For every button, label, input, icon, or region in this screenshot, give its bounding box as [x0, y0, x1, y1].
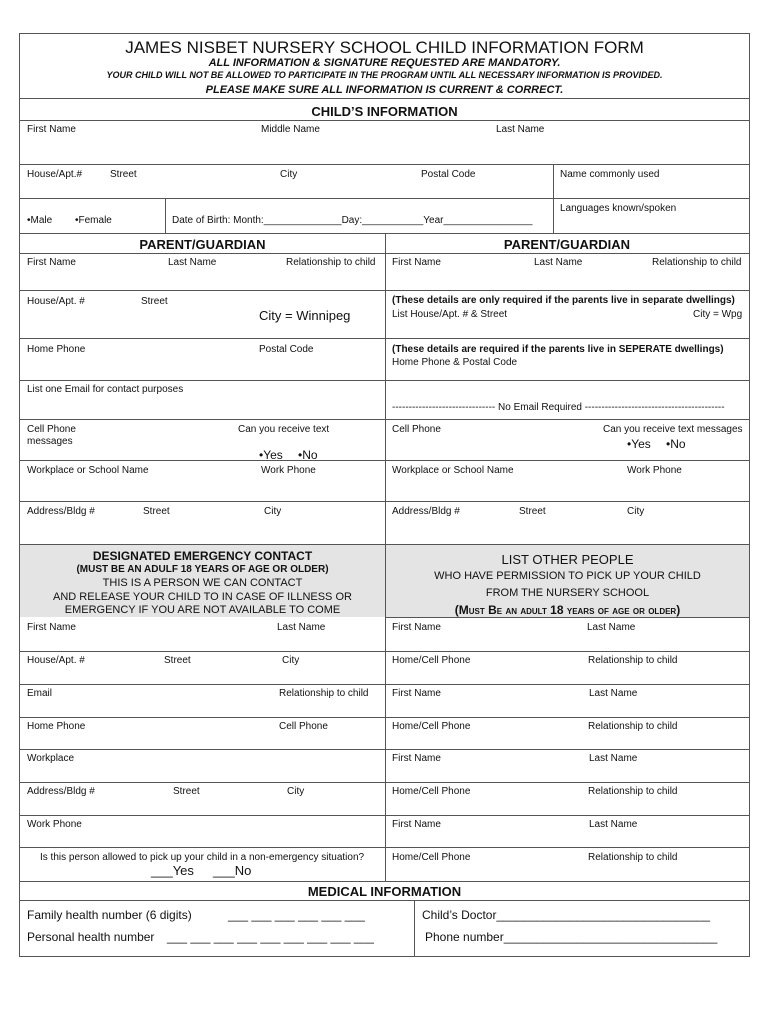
- pickup-line-1: WHO HAVE PERMISSION TO PICK UP YOUR CHILD: [434, 570, 701, 582]
- parent-heading-right: PARENT/GUARDIAN: [503, 237, 631, 252]
- child-house-label: House/Apt.#: [27, 169, 83, 180]
- parent1-home-phone-label: Home Phone: [27, 344, 86, 355]
- personal-health-number-field[interactable]: ___ ___ ___ ___ ___ ___ ___ ___ ___: [167, 930, 374, 944]
- pickup2-relationship-label: Relationship to child: [588, 721, 678, 732]
- emergency-pickup-question: Is this person allowed to pick up your child in a non-emergency situation?: [40, 852, 365, 863]
- parent2-work-phone-label: Work Phone: [627, 465, 682, 476]
- parent1-first-name-label: First Name: [27, 257, 76, 268]
- emergency-work-phone-label: Work Phone: [27, 819, 82, 830]
- form-title: JAMES NISBET NURSERY SCHOOL CHILD INFORMATION FORM: [125, 38, 644, 57]
- emergency-cell-phone-label: Cell Phone: [279, 721, 328, 732]
- personal-health-number-label: Personal health number: [27, 930, 155, 944]
- pickup1-first-name-label: First Name: [392, 622, 441, 633]
- parent1-address-city-label: City: [264, 506, 282, 517]
- medical-heading: MEDICAL INFORMATION: [307, 884, 462, 899]
- family-health-number-field[interactable]: ___ ___ ___ ___ ___ ___: [228, 908, 365, 922]
- child-common-name-label: Name commonly used: [560, 169, 660, 180]
- parent1-city-value: City = Winnipeg: [259, 308, 351, 323]
- emergency-line-3: AND RELEASE YOUR CHILD TO IN CASE OF ILLNESS OR: [53, 591, 352, 603]
- emergency-pickup-no[interactable]: ___No: [213, 863, 252, 878]
- emergency-home-phone-label: Home Phone: [27, 721, 86, 732]
- parent2-cell-label: Cell Phone: [392, 424, 441, 435]
- parent1-last-name-label: Last Name: [168, 257, 217, 268]
- male-option[interactable]: • Male: [27, 215, 52, 226]
- child-street-label: Street: [110, 169, 137, 180]
- pickup2-last-name-label: Last Name: [589, 688, 638, 699]
- pickup-heading: LIST OTHER PEOPLE: [501, 552, 634, 567]
- parent1-receive-text-label: Can you receive text: [238, 424, 330, 435]
- parent1-address-label: Address/Bldg #: [27, 506, 95, 517]
- pickup2-phone-label: Home/Cell Phone: [392, 721, 471, 732]
- parent-heading-left: PARENT/GUARDIAN: [139, 237, 266, 252]
- parent1-yes-option[interactable]: • Yes: [259, 448, 283, 462]
- separate-dwellings-note: (These details are only required if the parents live in separate dwellings): [392, 295, 735, 306]
- pickup2-first-name-label: First Name: [392, 688, 441, 699]
- parent2-yes-option[interactable]: • Yes: [627, 437, 651, 451]
- emergency-line-4: EMERGENCY IF YOU ARE NOT AVAILABLE TO COME: [64, 604, 341, 616]
- separate-dwellings-note-2: (These details are required if the parents live in SEPERATE dwellings): [392, 344, 724, 355]
- emergency-relationship-label: Relationship to child: [279, 688, 369, 699]
- parent2-address-label: Address/Bldg #: [392, 506, 460, 517]
- parent1-house-label: House/Apt. #: [27, 296, 85, 307]
- languages-label: Languages known/spoken: [560, 203, 677, 214]
- pickup1-phone-label: Home/Cell Phone: [392, 655, 471, 666]
- child-information-form: [19, 33, 750, 957]
- emergency-email-label: Email: [27, 688, 53, 699]
- emergency-pickup-yes[interactable]: ___Yes: [151, 863, 194, 878]
- emergency-address-city-label: City: [287, 786, 305, 797]
- parent2-receive-text-label: Can you receive text messages: [603, 424, 743, 435]
- doctor-phone-field[interactable]: Phone number________________________________: [425, 930, 718, 944]
- emergency-first-name-label: First Name: [27, 622, 76, 633]
- pickup3-first-name-label: First Name: [392, 753, 441, 764]
- pickup4-relationship-label: Relationship to child: [588, 852, 678, 863]
- pickup-line-2: FROM THE NURSERY SCHOOL: [485, 587, 650, 599]
- no-email-required: ------------------------------- No Email Required ------------------------------------------: [392, 402, 725, 413]
- parent2-first-name-label: First Name: [392, 257, 441, 268]
- parent1-workplace-label: Workplace or School Name: [27, 465, 149, 476]
- date-of-birth-field[interactable]: Date of Birth: Month:______________Day:___________Year________________: [172, 215, 533, 226]
- pickup4-last-name-label: Last Name: [589, 819, 638, 830]
- parent2-workplace-label: Workplace or School Name: [392, 465, 514, 476]
- child-section-heading: CHILD’S INFORMATION: [311, 104, 458, 119]
- parent1-work-phone-label: Work Phone: [261, 465, 316, 476]
- pickup1-last-name-label: Last Name: [587, 622, 636, 633]
- pickup-age-note: (Must Be an adult 18 years of age or older): [454, 603, 681, 617]
- emergency-street-label: Street: [164, 655, 191, 666]
- mandatory-notice: ALL INFORMATION & SIGNATURE REQUESTED ARE MANDATORY.: [208, 57, 561, 69]
- childs-doctor-field[interactable]: Child’s Doctor________________________________: [422, 908, 711, 922]
- parent1-cell-label: Cell Phone: [27, 424, 76, 435]
- child-city-label: City: [280, 169, 298, 180]
- parent1-address-street-label: Street: [143, 506, 170, 517]
- emergency-city-label: City: [282, 655, 300, 666]
- pickup3-relationship-label: Relationship to child: [588, 786, 678, 797]
- family-health-number-label: Family health number (6 digits): [27, 908, 192, 922]
- emergency-last-name-label: Last Name: [277, 622, 326, 633]
- parent2-city-value: City = Wpg: [693, 309, 743, 320]
- parent1-street-label: Street: [141, 296, 168, 307]
- emergency-workplace-label: Workplace: [27, 753, 75, 764]
- current-notice: PLEASE MAKE SURE ALL INFORMATION IS CURRENT & CORRECT.: [205, 84, 564, 96]
- parent2-no-option[interactable]: • No: [666, 437, 686, 451]
- emergency-house-label: House/Apt. #: [27, 655, 85, 666]
- parent2-relationship-label: Relationship to child: [652, 257, 742, 268]
- emergency-age-note: (MUST BE AN ADULF 18 YEARS OF AGE OR OLDER): [76, 564, 329, 575]
- pickup4-first-name-label: First Name: [392, 819, 441, 830]
- participation-notice: YOUR CHILD WILL NOT BE ALLOWED TO PARTICIPATE IN THE PROGRAM UNTIL ALL NECESSARY INFORMATION IS PROVIDED.: [106, 70, 663, 80]
- emergency-address-label: Address/Bldg #: [27, 786, 95, 797]
- parent1-postal-label: Postal Code: [259, 344, 314, 355]
- child-last-name-label: Last Name: [496, 124, 545, 135]
- parent2-last-name-label: Last Name: [534, 257, 583, 268]
- pickup3-phone-label: Home/Cell Phone: [392, 786, 471, 797]
- female-option[interactable]: • Female: [75, 215, 112, 226]
- child-middle-name-label: Middle Name: [261, 124, 320, 135]
- parent1-relationship-label: Relationship to child: [286, 257, 376, 268]
- pickup1-relationship-label: Relationship to child: [588, 655, 678, 666]
- child-first-name-label: First Name: [27, 124, 76, 135]
- child-postal-label: Postal Code: [421, 169, 476, 180]
- pickup4-phone-label: Home/Cell Phone: [392, 852, 471, 863]
- parent2-address-city-label: City: [627, 506, 645, 517]
- emergency-heading: DESIGNATED EMERGENCY CONTACT: [92, 549, 313, 563]
- pickup3-last-name-label: Last Name: [589, 753, 638, 764]
- parent1-email-label: List one Email for contact purposes: [27, 384, 184, 395]
- emergency-line-2: THIS IS A PERSON WE CAN CONTACT: [102, 577, 303, 589]
- emergency-address-street-label: Street: [173, 786, 200, 797]
- parent1-no-option[interactable]: • No: [298, 448, 318, 462]
- parent2-phone-postal-label: Home Phone & Postal Code: [392, 357, 518, 368]
- parent1-messages-label: messages: [27, 436, 73, 447]
- parent2-address-street-label: Street: [519, 506, 546, 517]
- parent2-house-street-label: List House/Apt. # & Street: [392, 309, 508, 320]
